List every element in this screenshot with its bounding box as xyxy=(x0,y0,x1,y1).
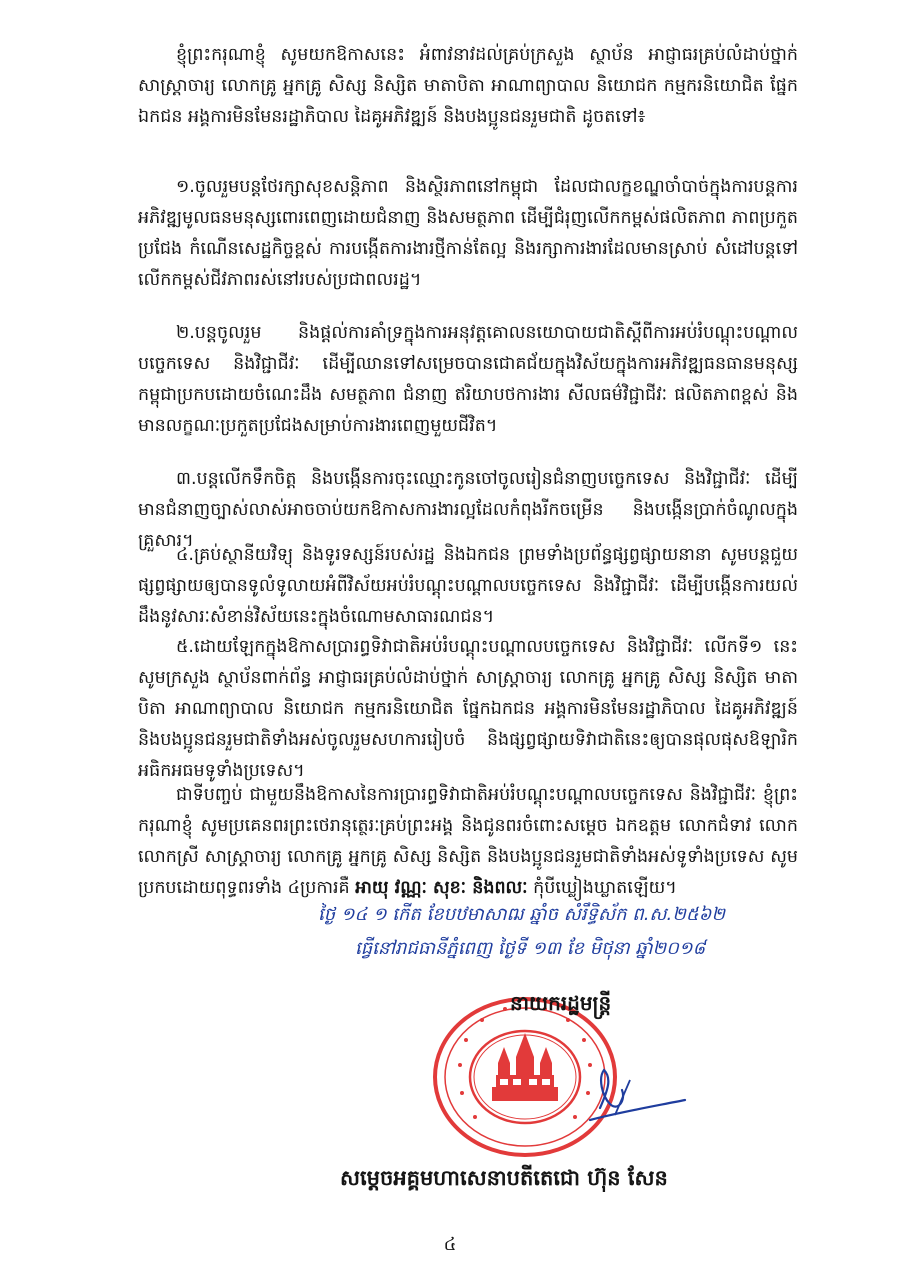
signer-name: សម្តេចអគ្គមហាសេនាបតីតេជោ ហ៊ុន សែន xyxy=(340,1166,668,1190)
closing-blessing-text: អាយុ វណ្ណៈ សុខៈ និងពលៈ xyxy=(355,878,528,898)
lunar-date: ថ្ងៃ ១៤ ១ កើត ខែបឋមាសាឍ ឆ្នាំច សំរឹទ្ធិស័ក ព.ស.២៥៦២ xyxy=(318,904,726,925)
item-1-paragraph: ១.ចូលរួមបន្តថែរក្សាសុខសន្តិភាព និងស្ថិរភាពនៅកម្ពុជា ដែលជាលក្ខខណ្ឌចាំបាច់ក្នុងការបន្តការអភិវឌ្ឍមូលធនមនុស្សពោរពេញដោយជំនាញ និងសមត្ថភាព ដើម្បីជំរុញលើកកម្ពស់ផលិតភាព ភាពប្រកួតប្រជែង កំណើនសេដ្ឋកិច្ចខ្ពស់ ការបង្កើតការងារថ្មីកាន់តែល្អ និងរក្សាការងារដែលមានស្រាប់ សំដៅបន្តទៅលើកកម្ពស់ជីវភាពរស់នៅរបស់ប្រជាពលរដ្ឋ។ xyxy=(138,177,798,290)
closing-main-text: ជាទីបញ្ចប់ ជាមួយនឹងឱកាសនៃការប្រារព្ធទិវាជាតិអប់រំបណ្តុះបណ្តាលបច្ចេកទេស និងវិជ្ជាជីវៈ ខ្ញុំព្រះករុណាខ្ញុំ សូមប្រគេនពរព្រះថេរានុត្ថេរៈគ្រប់ព្រះអង្គ និងជូនពរចំពោះសម្តេច ឯកឧត្តម លោកជំទាវ លោក លោកស្រី សាស្ត្រាចារ្យ លោកគ្រូ អ្នកគ្រូ សិស្ស និស្សិត និងបងប្អូនជនរួមជាតិទាំងអស់ទូទាំងប្រទេស សូមប្រកបដោយពុទ្ធពរទាំង ៤ប្រការគឺ xyxy=(138,785,798,898)
intro-paragraph: ខ្ញុំព្រះករុណាខ្ញុំ សូមយកឱកាសនេះ អំពាវនាវដល់គ្រប់ក្រសួង ស្ថាប័ន អាជ្ញាធរគ្រប់លំដាប់ថ្នាក់ សាស្ត្រាចារ្យ លោកគ្រូ អ្នកគ្រូ សិស្ស និស្សិត មាតាបិតា អាណាព្យាបាល និយោជក កម្មករនិយោជិត ផ្នែកឯកជន អង្គការមិនមែនរដ្ឋាភិបាល ដៃគូអភិវឌ្ឍន៍ និងបងប្អូនជនរួមជាតិ ដូចតទៅ៖ xyxy=(138,45,798,127)
item-5-paragraph: ៥.ដោយឡែកក្នុងឱកាសប្រារព្ធទិវាជាតិអប់រំបណ្តុះបណ្តាលបច្ចេកទេស និងវិជ្ជាជីវៈ លើកទី១ នេះ សូមក្រសួង ស្ថាប័នពាក់ព័ន្ធ អាជ្ញាធរគ្រប់លំដាប់ថ្នាក់ សាស្ត្រាចារ្យ លោកគ្រូ អ្នកគ្រូ សិស្ស និស្សិត មាតាបិតា អាណាព្យាបាល និយោជក កម្មករនិយោជិត ផ្នែកឯកជន អង្គការមិនមែនរដ្ឋាភិបាល ដៃគូអភិវឌ្ឍន៍ និងបងប្អូនជនរួមជាតិទាំងអស់ចូលរួមសហការរៀបចំ និងផ្សព្វផ្សាយទិវាជាតិនេះឲ្យបានផុលផុសឱឡារិកអធិកអធមទូទាំងប្រទេស។ xyxy=(138,637,798,781)
page-number: ៤ xyxy=(443,1234,457,1255)
solar-date: ធ្វើនៅរាជធានីភ្នំពេញ ថ្ងៃទី ១៣ ខែ មិថុនា ឆ្នាំ២០១៨ xyxy=(355,938,706,959)
item-4-paragraph: ៤.គ្រប់ស្ថានីយវិទ្យុ និងទូរទស្សន៍របស់រដ្ឋ និងឯកជន ព្រមទាំងប្រព័ន្ធផ្សព្វផ្សាយនានា សូមបន្តជួយផ្សព្វផ្សាយឲ្យបានទូលំទូលាយអំពីវិស័យអប់រំបណ្តុះបណ្តាលបច្ចេកទេស និងវិជ្ជាជីវៈ ដើម្បីបង្កើនការយល់ដឹងនូវសារៈសំខាន់វិស័យនេះក្នុងចំណោមសាធារណជន។ xyxy=(138,545,798,627)
signature-icon xyxy=(560,1060,690,1130)
closing-paragraph xyxy=(138,780,798,904)
item-3-paragraph: ៣.បន្តលើកទឹកចិត្ត និងបង្កើនការចុះឈ្មោះកូនចៅចូលរៀនជំនាញបច្ចេកទេស និងវិជ្ជាជីវៈ ដើម្បីមានជំនាញច្បាស់លាស់អាចចាប់យកឱកាសការងារល្អដែលកំពុងរីកចម្រើន និងបង្កើនប្រាក់ចំណូលក្នុងគ្រួសារ។ xyxy=(138,469,798,551)
closing-tail-text: កុំបីឃ្លៀងឃ្លាតឡើយ។ xyxy=(533,878,677,898)
signer-title: នាយករដ្ឋមន្ត្រី xyxy=(510,991,612,1015)
item-2-paragraph: ២.បន្តចូលរួម និងផ្តល់ការគាំទ្រក្នុងការអនុវត្តគោលនយោបាយជាតិស្តីពីការអប់រំបណ្តុះបណ្តាលបច្ចេកទេស និងវិជ្ជាជីវៈ ដើម្បីឈានទៅសម្រេចបានជោគជ័យក្នុងវិស័យក្នុងការអភិវឌ្ឍធនធានមនុស្សកម្ពុជាប្រកបដោយចំណេះដឹង សមត្ថភាព ជំនាញ ឥរិយាបថការងារ សីលធម៌វិជ្ជាជីវៈ ផលិតភាពខ្ពស់ និងមានលក្ខណៈប្រកួតប្រជែងសម្រាប់ការងារពេញមួយជីវិត។ xyxy=(138,323,798,436)
